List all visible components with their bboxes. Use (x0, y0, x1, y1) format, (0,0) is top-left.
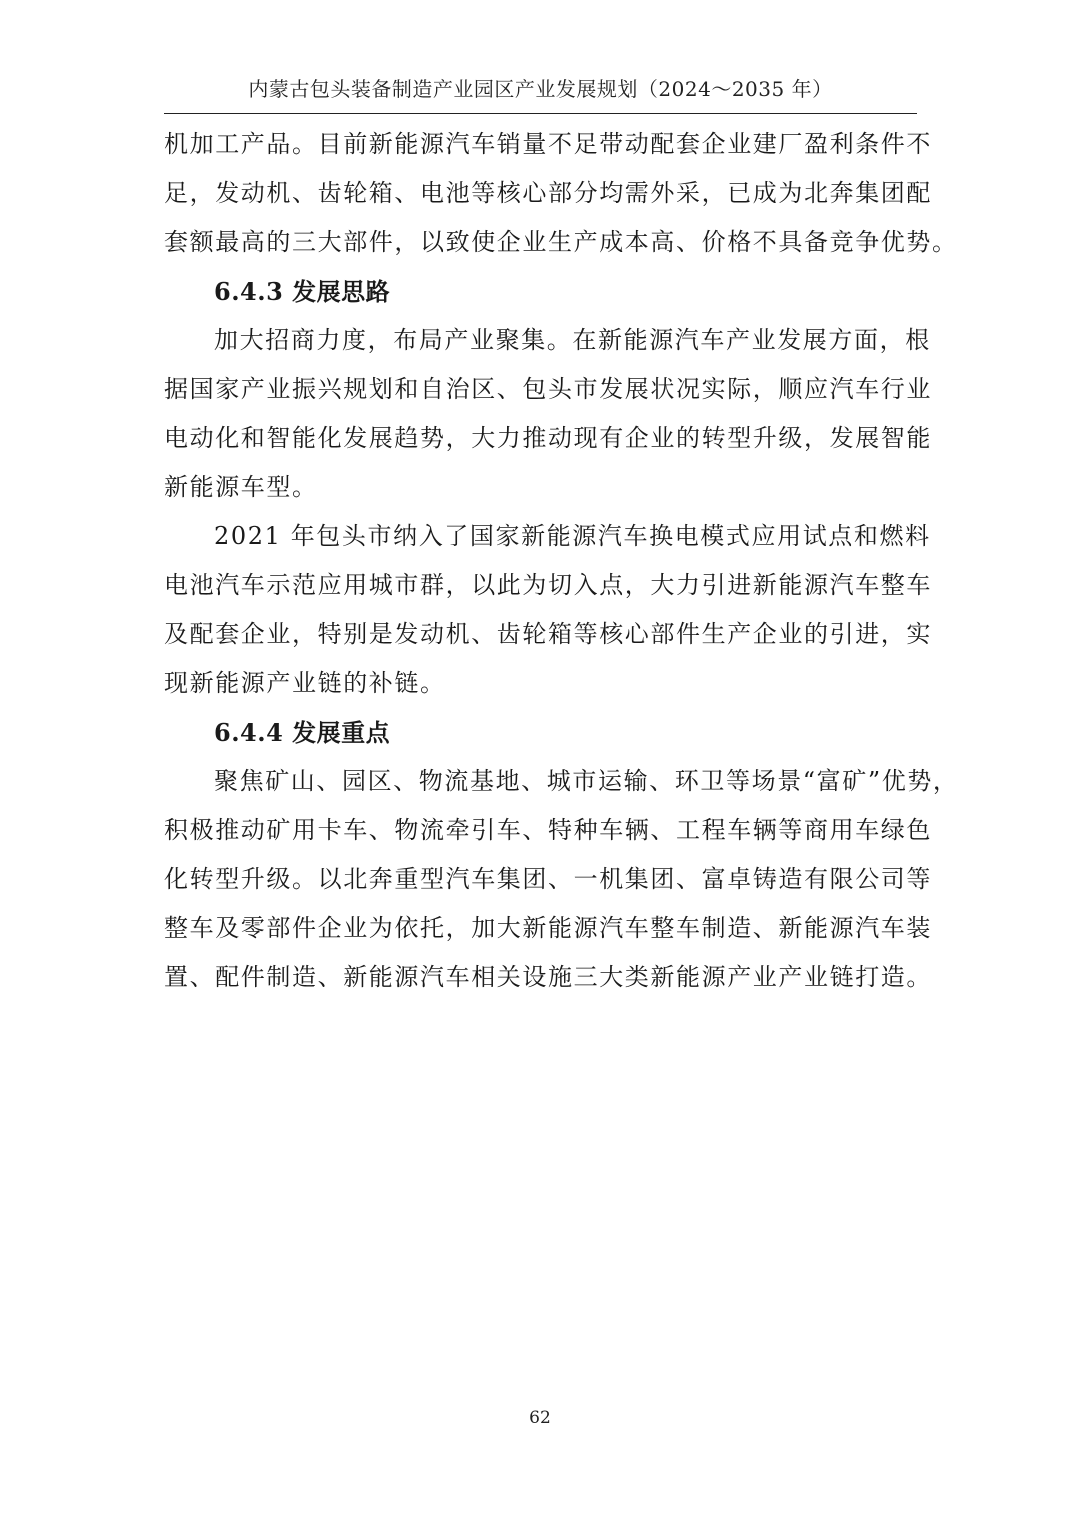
text-line: 化转型升级。以北奔重型汽车集团、一机集团、富卓铸造有限公司等 (164, 865, 932, 893)
text-line: 电动化和智能化发展趋势，大力推动现有企业的转型升级，发展智能 (164, 424, 932, 452)
text-line: 聚焦矿山、园区、物流基地、城市运输、环卫等场景“富矿”优势， (214, 767, 959, 795)
paragraph-2021-pilot (164, 512, 932, 708)
page-number: 62 (529, 1408, 551, 1428)
text-line: 机加工产品。目前新能源汽车销量不足带动配套企业建厂盈利条件不 (164, 130, 932, 158)
text-line: 新能源车型。 (164, 473, 318, 501)
text-line: 足，发动机、齿轮箱、电池等核心部分均需外采，已成为北奔集团配 (164, 179, 932, 207)
header-rule (164, 113, 917, 114)
paragraph-continuation (164, 120, 958, 267)
running-header: 内蒙古包头装备制造产业园区产业发展规划（2024～2035 年） (248, 77, 833, 101)
document-body (164, 120, 959, 1002)
text-line: 加大招商力度，布局产业聚集。在新能源汽车产业发展方面，根 (214, 326, 931, 354)
text-line: 据国家产业振兴规划和自治区、包头市发展状况实际，顺应汽车行业 (164, 375, 932, 403)
text-line: 积极推动矿用卡车、物流牵引车、特种车辆、工程车辆等商用车绿色 (164, 816, 932, 844)
text-line: 套额最高的三大部件，以致使企业生产成本高、价格不具备竞争优势。 (164, 228, 958, 256)
text-line: 现新能源产业链的补链。 (164, 669, 446, 697)
text-line: 置、配件制造、新能源汽车相关设施三大类新能源产业产业链打造。 (164, 963, 932, 991)
text-line: 整车及零部件企业为依托，加大新能源汽车整车制造、新能源汽车装 (164, 914, 932, 942)
section-heading-6-4-4: 6.4.4 发展重点 (214, 718, 391, 747)
text-line: 电池汽车示范应用城市群，以此为切入点，大力引进新能源汽车整车 (164, 571, 932, 599)
paragraph-development-focus (164, 757, 959, 1002)
text-line: 2021 年包头市纳入了国家新能源汽车换电模式应用试点和燃料 (214, 522, 931, 550)
section-heading-6-4-3: 6.4.3 发展思路 (214, 277, 391, 306)
paragraph-development-approach (164, 316, 932, 512)
text-line: 及配套企业，特别是发动机、齿轮箱等核心部件生产企业的引进，实 (164, 620, 932, 648)
